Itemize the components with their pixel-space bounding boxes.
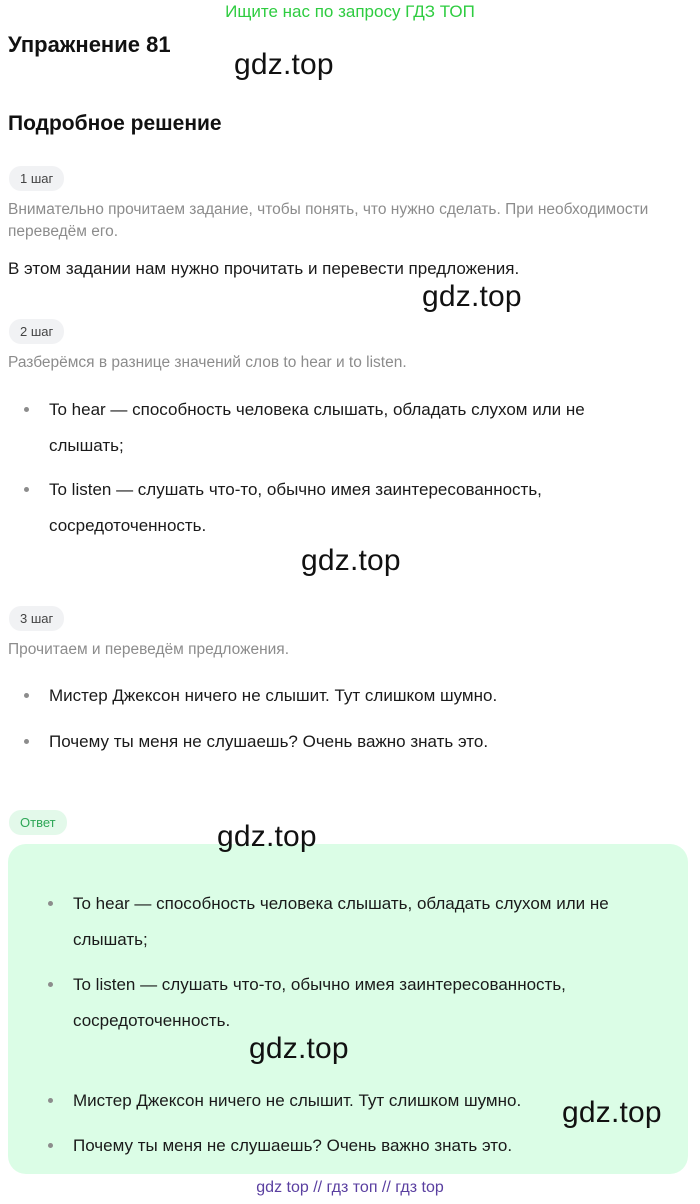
watermark: gdz.top bbox=[249, 1032, 349, 1065]
bullet-icon bbox=[24, 407, 29, 412]
list-item: Мистер Джексон ничего не слышит. Тут слишком шумно. bbox=[49, 678, 669, 714]
step-1-text: В этом задании нам нужно прочитать и перевести предложения. bbox=[8, 259, 520, 278]
list-item: To hear — способность человека слышать, обладать слухом или не слышать; bbox=[49, 392, 649, 464]
step-3-list bbox=[49, 678, 669, 760]
bullet-icon bbox=[24, 693, 29, 698]
exercise-title: Упражнение 81 bbox=[8, 32, 171, 57]
watermark: gdz.top bbox=[217, 820, 317, 853]
step-2-list bbox=[49, 392, 649, 544]
watermark: gdz.top bbox=[234, 48, 334, 81]
list-item: Почему ты меня не слушаешь? Очень важно знать это. bbox=[49, 724, 669, 760]
list-item: Мистер Джексон ничего не слышит. Тут слишком шумно. bbox=[73, 1083, 673, 1119]
list-item: To hear — способность человека слышать, обладать слухом или не слышать; bbox=[73, 886, 673, 958]
list-item: To listen — слушать что-то, обычно имея заинтересованность, сосредоточенность. bbox=[49, 472, 649, 544]
answer-badge: Ответ bbox=[9, 810, 67, 835]
step-3-badge: 3 шаг bbox=[9, 606, 64, 631]
watermark: gdz.top bbox=[301, 544, 401, 577]
watermark: gdz.top bbox=[422, 280, 522, 313]
bullet-icon bbox=[48, 982, 53, 987]
bullet-icon bbox=[48, 1143, 53, 1148]
step-2-badge: 2 шаг bbox=[9, 319, 64, 344]
step-3-hint: Прочитаем и переведём предложения. bbox=[8, 641, 289, 658]
step-1-badge: 1 шаг bbox=[9, 166, 64, 191]
bullet-icon bbox=[24, 487, 29, 492]
solution-heading: Подробное решение bbox=[8, 112, 222, 135]
bullet-icon bbox=[48, 901, 53, 906]
bullet-icon bbox=[48, 1098, 53, 1103]
watermark: gdz.top bbox=[562, 1096, 662, 1129]
step-2-hint: Разберёмся в разнице значений слов to hear и to listen. bbox=[8, 354, 407, 371]
footer-links: gdz top // гдз топ // гдз top bbox=[256, 1179, 444, 1196]
bullet-icon bbox=[24, 739, 29, 744]
list-item: Почему ты меня не слушаешь? Очень важно знать это. bbox=[73, 1128, 673, 1164]
search-promo-banner: Ищите нас по запросу ГДЗ ТОП bbox=[225, 2, 475, 21]
step-1-hint: Внимательно прочитаем задание, чтобы понять, что нужно сделать. При необходимости переведём его. bbox=[8, 201, 649, 240]
list-item: To listen — слушать что-то, обычно имея заинтересованность, сосредоточенность. bbox=[73, 967, 673, 1039]
